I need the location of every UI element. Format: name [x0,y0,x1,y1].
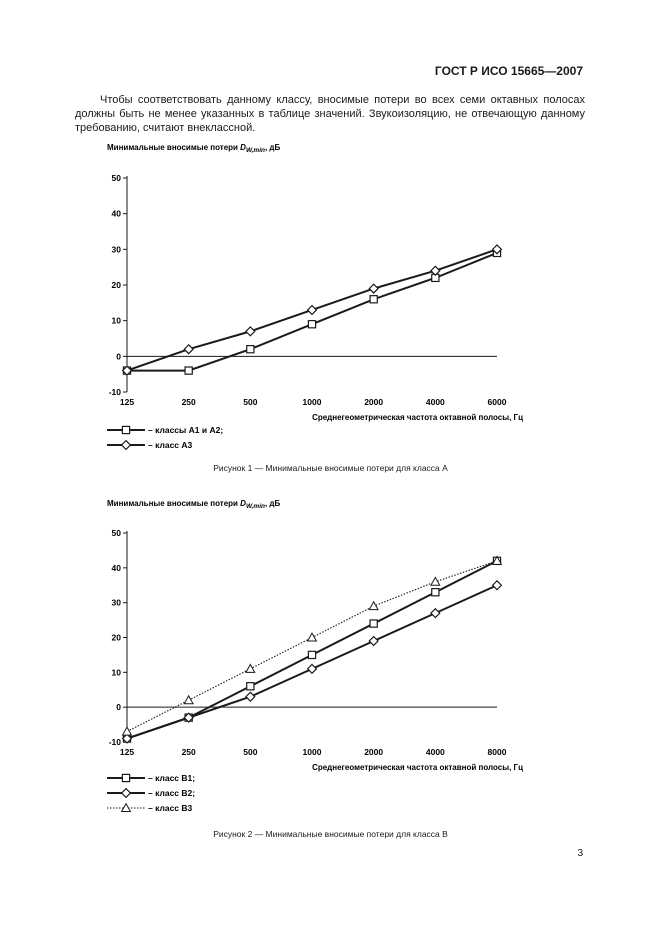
y-tick-label: 40 [111,208,121,219]
page-number: 3 [577,848,583,859]
data-point-diamond [184,345,193,354]
chart-figure-2 [0,494,661,814]
y-tick-label: 50 [111,528,121,538]
data-point-diamond [308,306,317,315]
data-point-triangle [123,727,132,735]
x-tick-label: 250 [181,397,196,407]
x-tick-label: 1000 [302,397,322,407]
y-axis-label: Минимальные вносимые потери $D_{W,min}$, дБ [107,143,281,154]
y-tick-label: 10 [111,667,121,678]
y-tick-label: 30 [111,244,121,255]
data-point-triangle [308,633,317,641]
data-point-square [432,589,439,596]
x-tick-label: 4000 [425,747,445,757]
data-point-triangle [246,664,255,672]
data-point-triangle [431,577,440,585]
x-tick-label: 8000 [487,747,507,757]
y-tick-label: 10 [111,315,121,326]
series-diamond [123,581,502,743]
data-point-square [308,651,315,658]
data-point-square [308,321,315,328]
series-line [127,585,497,738]
x-axis-label: Среднегеометрическая частота октавной полосы, Гц [312,413,523,422]
series-diamond [123,245,502,375]
y-tick-label: 40 [111,562,121,573]
data-point-diamond [493,581,502,590]
y-axis-label: Минимальные вносимые потери $D_{W,min}$, дБ [107,499,281,510]
y-tick-label: 20 [111,280,121,290]
data-point-square [247,346,254,353]
legend-label: – классы А1 и А2; [148,425,224,435]
x-tick-label: 2000 [364,397,384,407]
paragraph-text: Чтобы соответствовать данному классу, вносимые потери во всех семи октавных полосах должны быть не менее указанных в таблице значений. Звукоизоляцию, не отвечающую данному требованию, считают внеклассной. [75,94,585,134]
x-tick-label: 4000 [425,397,445,407]
data-point-diamond [369,284,378,293]
figure-1-caption: Рисунок 1 — Минимальные вносимые потери для класса А [213,463,448,473]
x-tick-label: 2000 [364,747,384,757]
data-point-diamond [369,637,378,646]
chart-figure-1 [0,140,661,450]
figure-2-caption: Рисунок 2 — Минимальные вносимые потери для класса В [213,829,448,839]
legend-marker-diamond [122,441,131,450]
series-triangle [123,556,502,735]
data-point-square [247,683,254,690]
y-tick-label: -10 [108,737,121,747]
y-tick-label: 20 [111,632,121,643]
legend-label: – класс А3 [148,440,193,450]
y-tick-label: 50 [111,173,121,183]
data-point-square [370,620,377,627]
data-point-triangle [369,602,378,610]
y-tick-label: 0 [116,351,121,362]
x-tick-label: 125 [119,747,135,757]
y-tick-label: 0 [116,702,121,713]
data-point-square [185,367,192,374]
x-tick-label: 250 [181,747,196,757]
legend-label: – класс В3 [148,803,193,813]
series-line [127,561,497,732]
data-point-triangle [184,696,193,704]
x-tick-label: 6000 [487,397,507,407]
x-tick-label: 1000 [302,747,322,757]
x-tick-label: 500 [243,747,258,757]
y-tick-label: 30 [111,597,121,608]
data-point-diamond [308,664,317,673]
legend-label: – класс В1; [148,773,196,783]
series-square [123,557,500,742]
body-paragraph [75,93,585,135]
legend-label: – класс В2; [148,788,196,798]
legend-marker-diamond [122,789,131,798]
data-point-diamond [431,609,440,618]
series-line [127,561,497,739]
legend-marker-square [122,774,129,781]
y-tick-label: -10 [108,387,121,397]
x-tick-label: 500 [243,397,258,407]
legend-marker-square [122,426,129,433]
data-point-diamond [246,692,255,701]
x-axis-label: Среднегеометрическая частота октавной полосы, Гц [312,763,523,772]
document-header: ГОСТ Р ИСО 15665—2007 [434,64,583,78]
data-point-diamond [246,327,255,336]
x-tick-label: 125 [119,397,135,407]
data-point-square [370,296,377,303]
